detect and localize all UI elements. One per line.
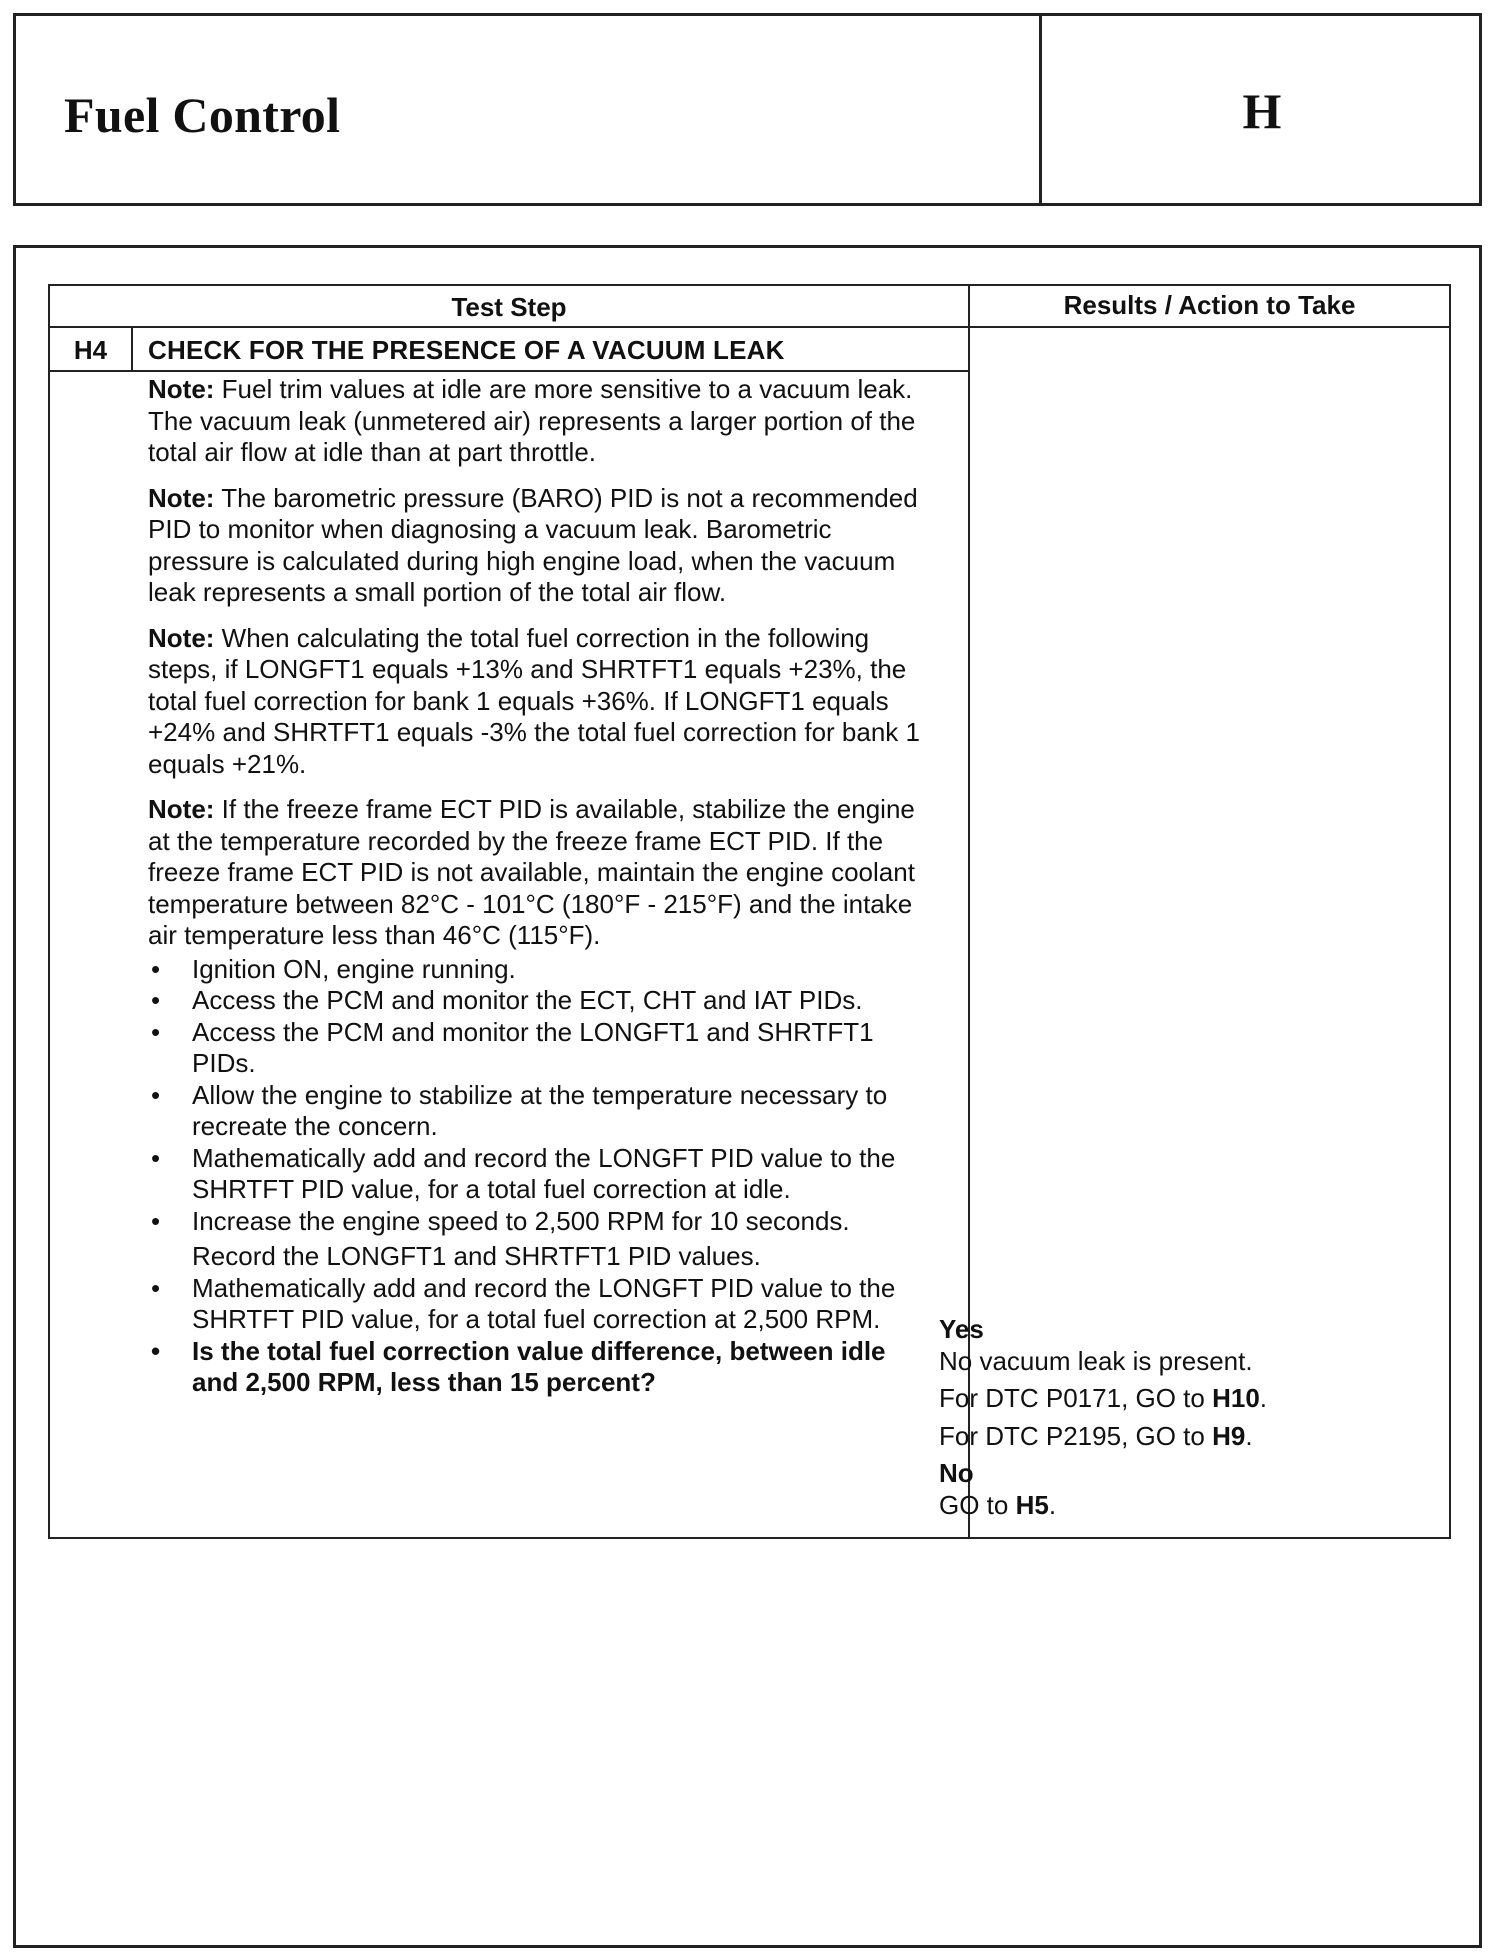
bullet-icon: •	[151, 1335, 161, 1366]
table-border-top	[48, 284, 1451, 286]
section-code: H	[1242, 83, 1282, 139]
bullet-icon: •	[151, 985, 161, 1015]
no-label: No	[939, 1458, 974, 1488]
column-header-test-step: Test Step	[451, 292, 567, 322]
step-id: H4	[73, 335, 108, 365]
yes-label: Yes	[939, 1314, 984, 1344]
go-to-h5: H5	[1015, 1489, 1049, 1520]
table-border-bottom	[48, 1537, 1451, 1539]
list-item: • Access the PCM and monitor the LONGFT1 and SHRTFT1 PIDs.	[151, 1016, 874, 1078]
note-2	[148, 483, 928, 609]
note-label: Note:	[148, 622, 215, 653]
note-4	[148, 794, 928, 952]
dtc-p2195-action: For DTC P2195, GO to H9.	[939, 1420, 1253, 1451]
list-item: • Mathematically add and record the LONGFT PID value to the SHRTFT PID value, for a total fuel correction at 2,500 RPM.	[151, 1272, 896, 1334]
bullet-icon: •	[151, 1205, 161, 1236]
note-1	[148, 374, 928, 469]
procedure-steps	[148, 954, 928, 1399]
page-title: Fuel Control	[64, 87, 341, 143]
step-row-divider	[48, 370, 968, 372]
step-id-divider	[131, 328, 133, 370]
list-item: • Mathematically add and record the LONGFT PID value to the SHRTFT PID value, for a total fuel correction at idle.	[151, 1142, 896, 1204]
table-border-left	[48, 284, 50, 1539]
note-label: Note:	[148, 374, 215, 404]
bullet-icon: •	[151, 1016, 161, 1047]
note-text: When calculating the total fuel correction in the following steps, if LONGFT1 equals +13% and SHRTFT1 equals +23%, the total fuel correction for bank 1 equals +36%. If LONGFT1 equals +24% and SHRTFT1 equals -3% the total fuel correction for bank 1 equals +21%.	[148, 622, 920, 779]
note-text: If the freeze frame ECT PID is available, stabilize the engine at the temperature recorded by the freeze frame ECT PID. If the freeze frame ECT PID is not available, maintain the engine coolant temperature between 82°C - 101°C (180°F - 215°F) and the intake air temperature less than 46°C (115°F).	[148, 794, 915, 950]
results-column	[939, 1314, 1389, 1521]
note-3	[148, 623, 928, 781]
bullet-icon: •	[151, 1272, 161, 1303]
go-to-h10: H10	[1212, 1383, 1260, 1413]
list-item: • Increase the engine speed to 2,500 RPM for 10 seconds. Record the LONGFT1 and SHRTFT1 PID values.	[148, 1206, 928, 1273]
header-row-divider	[48, 326, 1451, 328]
no-action: GO to H5.	[939, 1489, 1057, 1520]
list-item: • Allow the engine to stabilize at the temperature necessary to recreate the concern.	[151, 1079, 888, 1141]
question-text: Is the total fuel correction value difference, between idle and 2,500 RPM, less than 15 percent?	[192, 1335, 886, 1397]
test-step-body	[148, 374, 928, 1399]
note-text: Fuel trim values at idle are more sensitive to a vacuum leak. The vacuum leak (unmetered air) represents a larger portion of the total air flow at idle than at part throttle.	[148, 374, 916, 467]
table-border-right	[1449, 284, 1451, 1539]
page-header	[13, 13, 1482, 206]
step-title: CHECK FOR THE PRESENCE OF A VACUUM LEAK	[148, 335, 785, 365]
question-item	[148, 1336, 928, 1399]
note-label: Note:	[148, 794, 215, 824]
list-item: • Ignition ON, engine running.	[151, 953, 516, 984]
note-label: Note:	[148, 482, 215, 513]
bullet-icon: •	[151, 1079, 161, 1110]
bullet-icon: •	[151, 1142, 161, 1173]
yes-text: No vacuum leak is present.	[939, 1345, 1253, 1376]
list-item: • Access the PCM and monitor the ECT, CHT and IAT PIDs.	[151, 985, 863, 1015]
step-sub-text: Record the LONGFT1 and SHRTFT1 PID values.	[192, 1241, 761, 1271]
note-text: The barometric pressure (BARO) PID is not a recommended PID to monitor when diagnosing a vacuum leak. Barometric pressure is calculated during high engine load, when the vacuum leak represents a small portion of the total air flow.	[148, 482, 918, 607]
dtc-p0171-action: For DTC P0171, GO to H10.	[939, 1383, 1268, 1413]
bullet-icon: •	[151, 953, 161, 984]
go-to-h9: H9	[1212, 1420, 1246, 1451]
column-header-results: Results / Action to Take	[1063, 290, 1356, 320]
